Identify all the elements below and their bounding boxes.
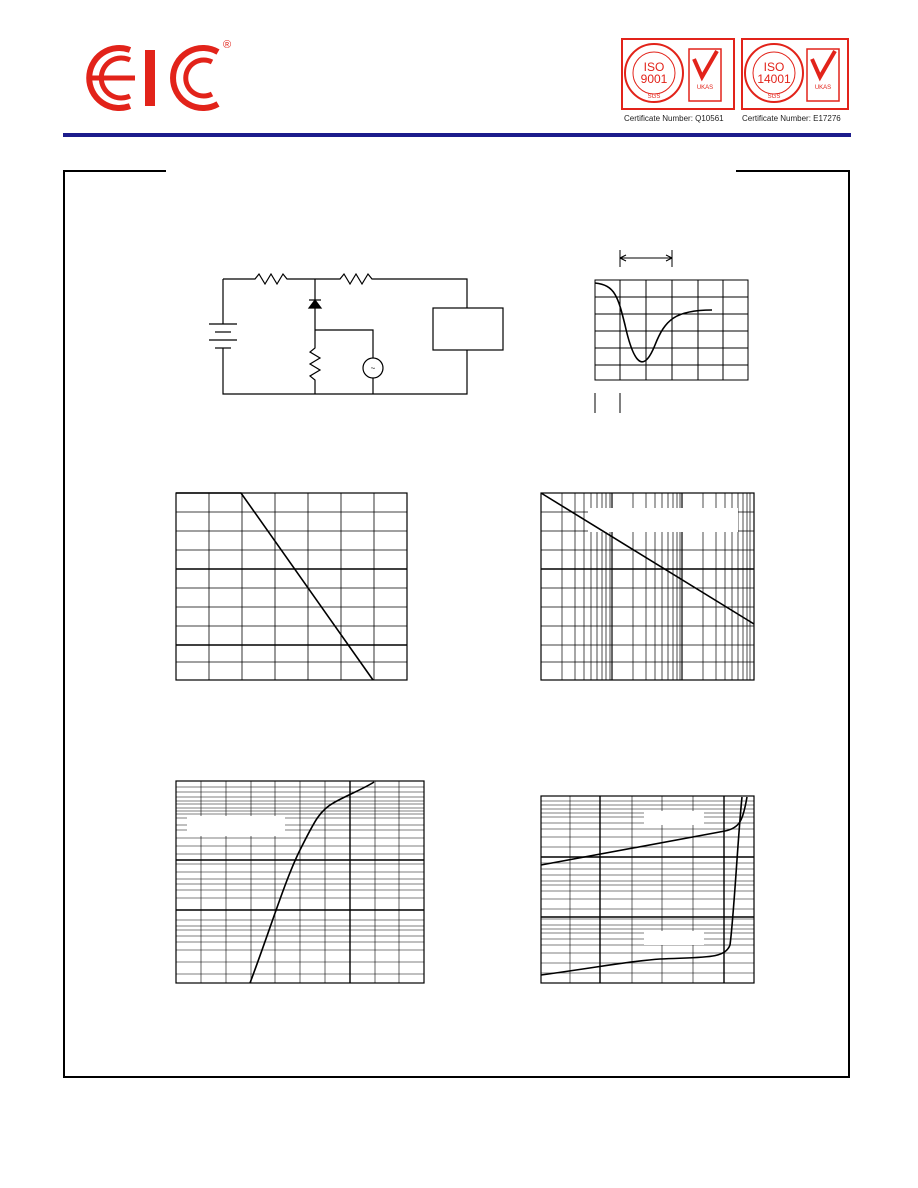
- svg-text:SGS: SGS: [767, 94, 781, 100]
- iso14001-certificate-number: Certificate Number: E17276: [742, 114, 841, 123]
- svg-text:UKAS: UKAS: [814, 85, 832, 91]
- forward-curve: [250, 782, 374, 983]
- derating-curve: [176, 493, 373, 680]
- svg-text:14001: 14001: [757, 72, 791, 86]
- reverse-curve-lower: [541, 797, 742, 975]
- iso9001-badge: [620, 37, 736, 113]
- derating-chart: [175, 492, 408, 682]
- eic-logo: [80, 38, 240, 118]
- test-circuit-diagram: [195, 262, 515, 402]
- iso9001-certificate-number: Certificate Number: Q10561: [624, 114, 724, 123]
- reverse-curve-upper: [541, 797, 747, 865]
- reverse-chart: [540, 795, 755, 985]
- svg-text:9001: 9001: [640, 72, 668, 86]
- surge-chart: [540, 492, 755, 682]
- svg-text:UKAS: UKAS: [696, 85, 714, 91]
- registered-mark: ®: [223, 39, 232, 51]
- forward-chart: [175, 780, 425, 985]
- iso14001-badge: [740, 37, 850, 113]
- header-rule: [63, 133, 851, 137]
- recovery-waveform: [590, 245, 750, 415]
- svg-text:ISO: ISO: [763, 60, 785, 74]
- svg-text:~: ~: [370, 364, 376, 373]
- svg-text:ISO: ISO: [643, 60, 665, 74]
- svg-text:SGS: SGS: [647, 94, 661, 100]
- frame-title-gap: [166, 166, 736, 176]
